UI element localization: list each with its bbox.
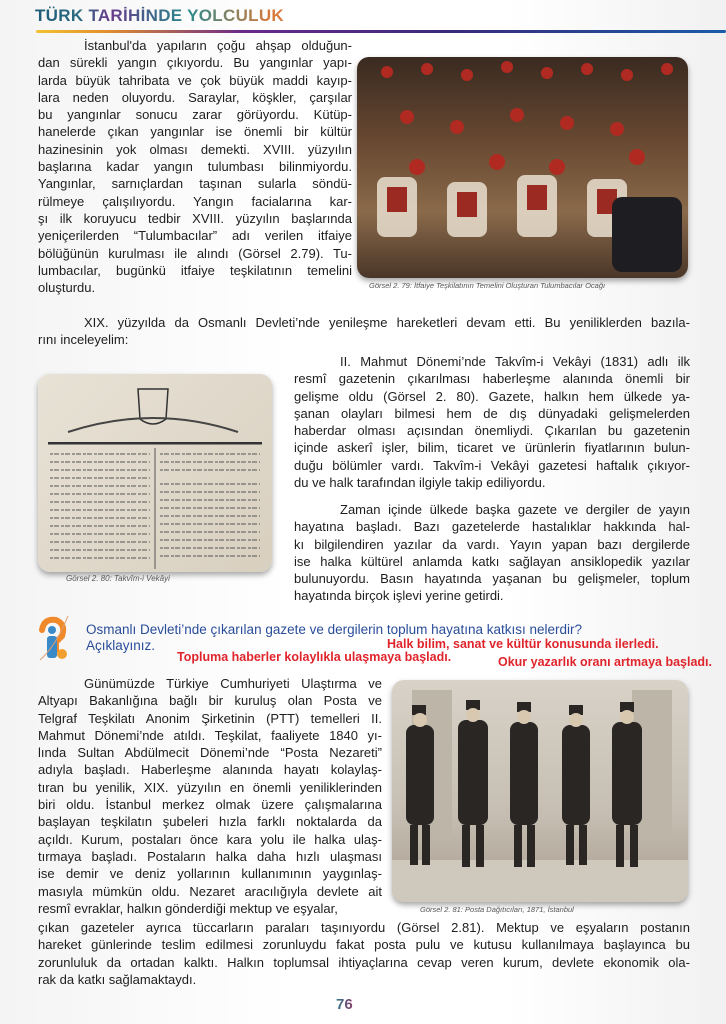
answer-okur-yazarlik: Okur yazarlık oranı artmaya başladı.	[498, 655, 712, 669]
caption-figure-2-79: Görsel 2. 79: İtfaiye Teşkilatının Temelini Oluşturan Tulumbacılar Ocağı	[369, 281, 606, 290]
text-line: II. Mahmut Dönemi’nde Takvîm-i Vekâyi (1831) adlı ilk	[340, 354, 690, 369]
text-line: Zaman içinde ülkede başka gazete ve dergiler de yayın	[340, 502, 690, 517]
text-line: bu yangınlar sonucu zarar görüyordu. Kütüp-	[38, 107, 352, 123]
text-line: gelişme oldu (Görsel 2. 80). Gazete, halkın hem ülkede ya-	[294, 388, 690, 404]
text-line: ise halka kültürel anlamda katkı sağlayan ansiklopedik yazılar	[294, 553, 690, 569]
book-title: TÜRK TARİHİNDE YOLCULUK	[35, 6, 284, 25]
newspaper-image	[38, 374, 272, 572]
photo-posta-dagiticilari	[392, 680, 688, 902]
question-icon	[38, 616, 72, 662]
firefighters-group-image	[357, 57, 688, 278]
text-line: adıyla başladı. Haberleşme alanında hayatı kolaylaş-	[38, 762, 382, 778]
paragraph-fires	[38, 37, 352, 296]
answer-halk-bilim: Halk bilim, sanat ve kültür konusunda ilerledi.	[387, 637, 659, 651]
text-line: du ve halk tarafından ilgiyle takip ediliyordu.	[294, 475, 546, 491]
photo-takvim-i-vekayi	[38, 374, 272, 572]
question-line-2: Açıklayınız.	[86, 638, 156, 653]
text-line: şı ilk koruyucu tedbir XVIII. yüzyılın başlarında	[38, 210, 352, 226]
text-line: kı bilgilendiren yazılar da vardı. Yayın yapan bazı dergilerde	[294, 536, 690, 552]
photo-tulumbacilar	[357, 57, 688, 278]
text-line: lara neden oluyordu. Saraylar, köşkler, çarşılar	[38, 89, 352, 105]
text-line: hayatında birçok işlevi yerine getirdi.	[294, 588, 504, 604]
caption-figure-2-80: Görsel 2. 80: Takvîm-i Vekâyi	[66, 574, 170, 583]
text-line: içinde askerî işler, bilim, ticaret ve ürünlerin fiyatlarının bulun-	[294, 440, 690, 456]
header-divider	[36, 30, 726, 33]
text-line: hayatına başladı. Bazı gazetelerde hastalıklar hakkında hal-	[294, 519, 690, 535]
text-line: oluşturdu.	[38, 280, 96, 296]
text-line: ise demir ve deniz yollarının kullanımının yaygınlaş-	[38, 866, 382, 882]
text-line: çıkan gazeteler ayrıca tüccarların paraları taşınıyordu (Görsel 2.81). Mektup ve eşyaların postanın	[38, 920, 690, 935]
text-line: İstanbul'da yapıların çoğu ahşap olduğun-	[84, 38, 352, 53]
page-number: 76	[336, 996, 353, 1013]
postmen-image	[392, 680, 688, 902]
text-line: bölüğünün kurulması ile alındı (Görsel 2.79). Tu-	[38, 245, 352, 261]
text-line: Yangınlar, sarnıçlardan taşınan sularla söndü-	[38, 176, 352, 192]
paragraph-newspapers	[294, 501, 690, 605]
answer-topluma-haberler: Topluma haberler kolaylıkla ulaşmaya başladı.	[177, 650, 452, 664]
text-line: biri oldu. İstanbul merkez olmak üzere çalışmalarına	[38, 797, 382, 813]
text-line: lumbacılar, bugünkü itfaiye teşkilatının temelini	[38, 262, 352, 278]
paragraph-ptt	[38, 675, 382, 917]
paragraph-takvim-i-vekayi	[294, 353, 690, 491]
text-line: resmî evraklar, halkın gönderdiği mektup ve eşyalar,	[38, 900, 338, 916]
text-line: tırmaya başladı. Postaların halka daha hızlı ulaşması	[38, 848, 382, 864]
text-line: tıran bu yenilik, XIX. yüzyılın en önemli yeniliklerinden	[38, 779, 382, 795]
text-line: başlarına kadar yangın tulumbası bilinmiyordu.	[38, 159, 352, 175]
text-line: duğu bölümler vardı. Takvîm-i Vekâyi gazetesi haftalık çıkıyor-	[294, 457, 690, 473]
text-line: bulunuyordu. Basın hayatında yaşanan bu gelişmeler, toplum	[294, 571, 690, 587]
text-line: haberdar olması açısından önemliydi. Çıkarılan bu gazetenin	[294, 423, 690, 439]
paragraph-reforms-intro	[38, 314, 690, 349]
text-line: larda büyük tahribata ve çok büyük maddi kayıp-	[38, 72, 352, 88]
text-line: Altyapı Bakanlığına bağlı bir kuruluş olan Posta ve	[38, 693, 382, 709]
text-line: hanelerde çıkan yangınlar ise önemli bir kültür	[38, 124, 352, 140]
text-line: açıldı. Kurum, postaları önce kara yolu ile halka ulaş-	[38, 831, 382, 847]
text-line: Günümüzde Türkiye Cumhuriyeti Ulaştırma ve	[84, 676, 382, 691]
text-line: rak da katkı sağlamaktaydı.	[38, 971, 197, 987]
caption-figure-2-81: Görsel 2. 81: Posta Dağıtıcıları, 1871, İstanbul	[420, 905, 574, 914]
text-line: yeniçerilerden “Tulumbacılar” adı verilen itfaiye	[38, 228, 352, 244]
text-line: şanan olayları bilmesi hem de dış dünyadaki gelişmelerden	[294, 405, 690, 421]
text-line: dan sürekli yangın çıkıyordu. Bu yangınlar yapı-	[38, 55, 352, 71]
paragraph-ptt-continued	[38, 919, 690, 988]
text-line: masıyla mümkün oldu. Nezaret aracılığıyla devlete ait	[38, 883, 382, 899]
text-line: başlayan teşkilatın şubeleri hızla farklı noktalarda da	[38, 814, 382, 830]
text-line: Mahmut Dönemi’nde atıldı. Teşkilat, faaliyete 1840 yı-	[38, 727, 382, 743]
text-line: rını inceleyelim:	[38, 332, 129, 348]
text-line: resmî gazetenin çıkarılması haberleşme alanında önemli bir	[294, 371, 690, 387]
text-line: lında Sultan Abdülmecit Dönemi’nde “Posta Nezareti”	[38, 745, 382, 761]
question-line-1: Osmanlı Devleti’nde çıkarılan gazete ve dergilerin toplum hayatına katkısı nelerdir?	[86, 622, 582, 637]
text-line: hazinesinin yok olması demekti. XVIII. yüzyılın	[38, 141, 352, 157]
text-line: zorunluluk da ortadan kalktı. Halkın toplumsal ihtiyaçlarına cevap veren kurum, devlete ekonomik ola-	[38, 954, 690, 970]
text-line: XIX. yüzyılda da Osmanlı Devleti’nde yenileşme hareketleri devam etti. Bu yeniliklerden bazıla-	[84, 315, 690, 330]
text-line: rülmeye çalışılıyordu. Yangın facialarına kar-	[38, 193, 352, 209]
text-line: Telgraf Teşkilatı Anonim Şirketinin (PTT) temelleri II.	[38, 710, 382, 726]
text-line: hareket günlerinde teslim edilmesi zorunluydu fakat posta pulu ve kutusu kullanılmaya başlayınca bu	[38, 937, 690, 953]
